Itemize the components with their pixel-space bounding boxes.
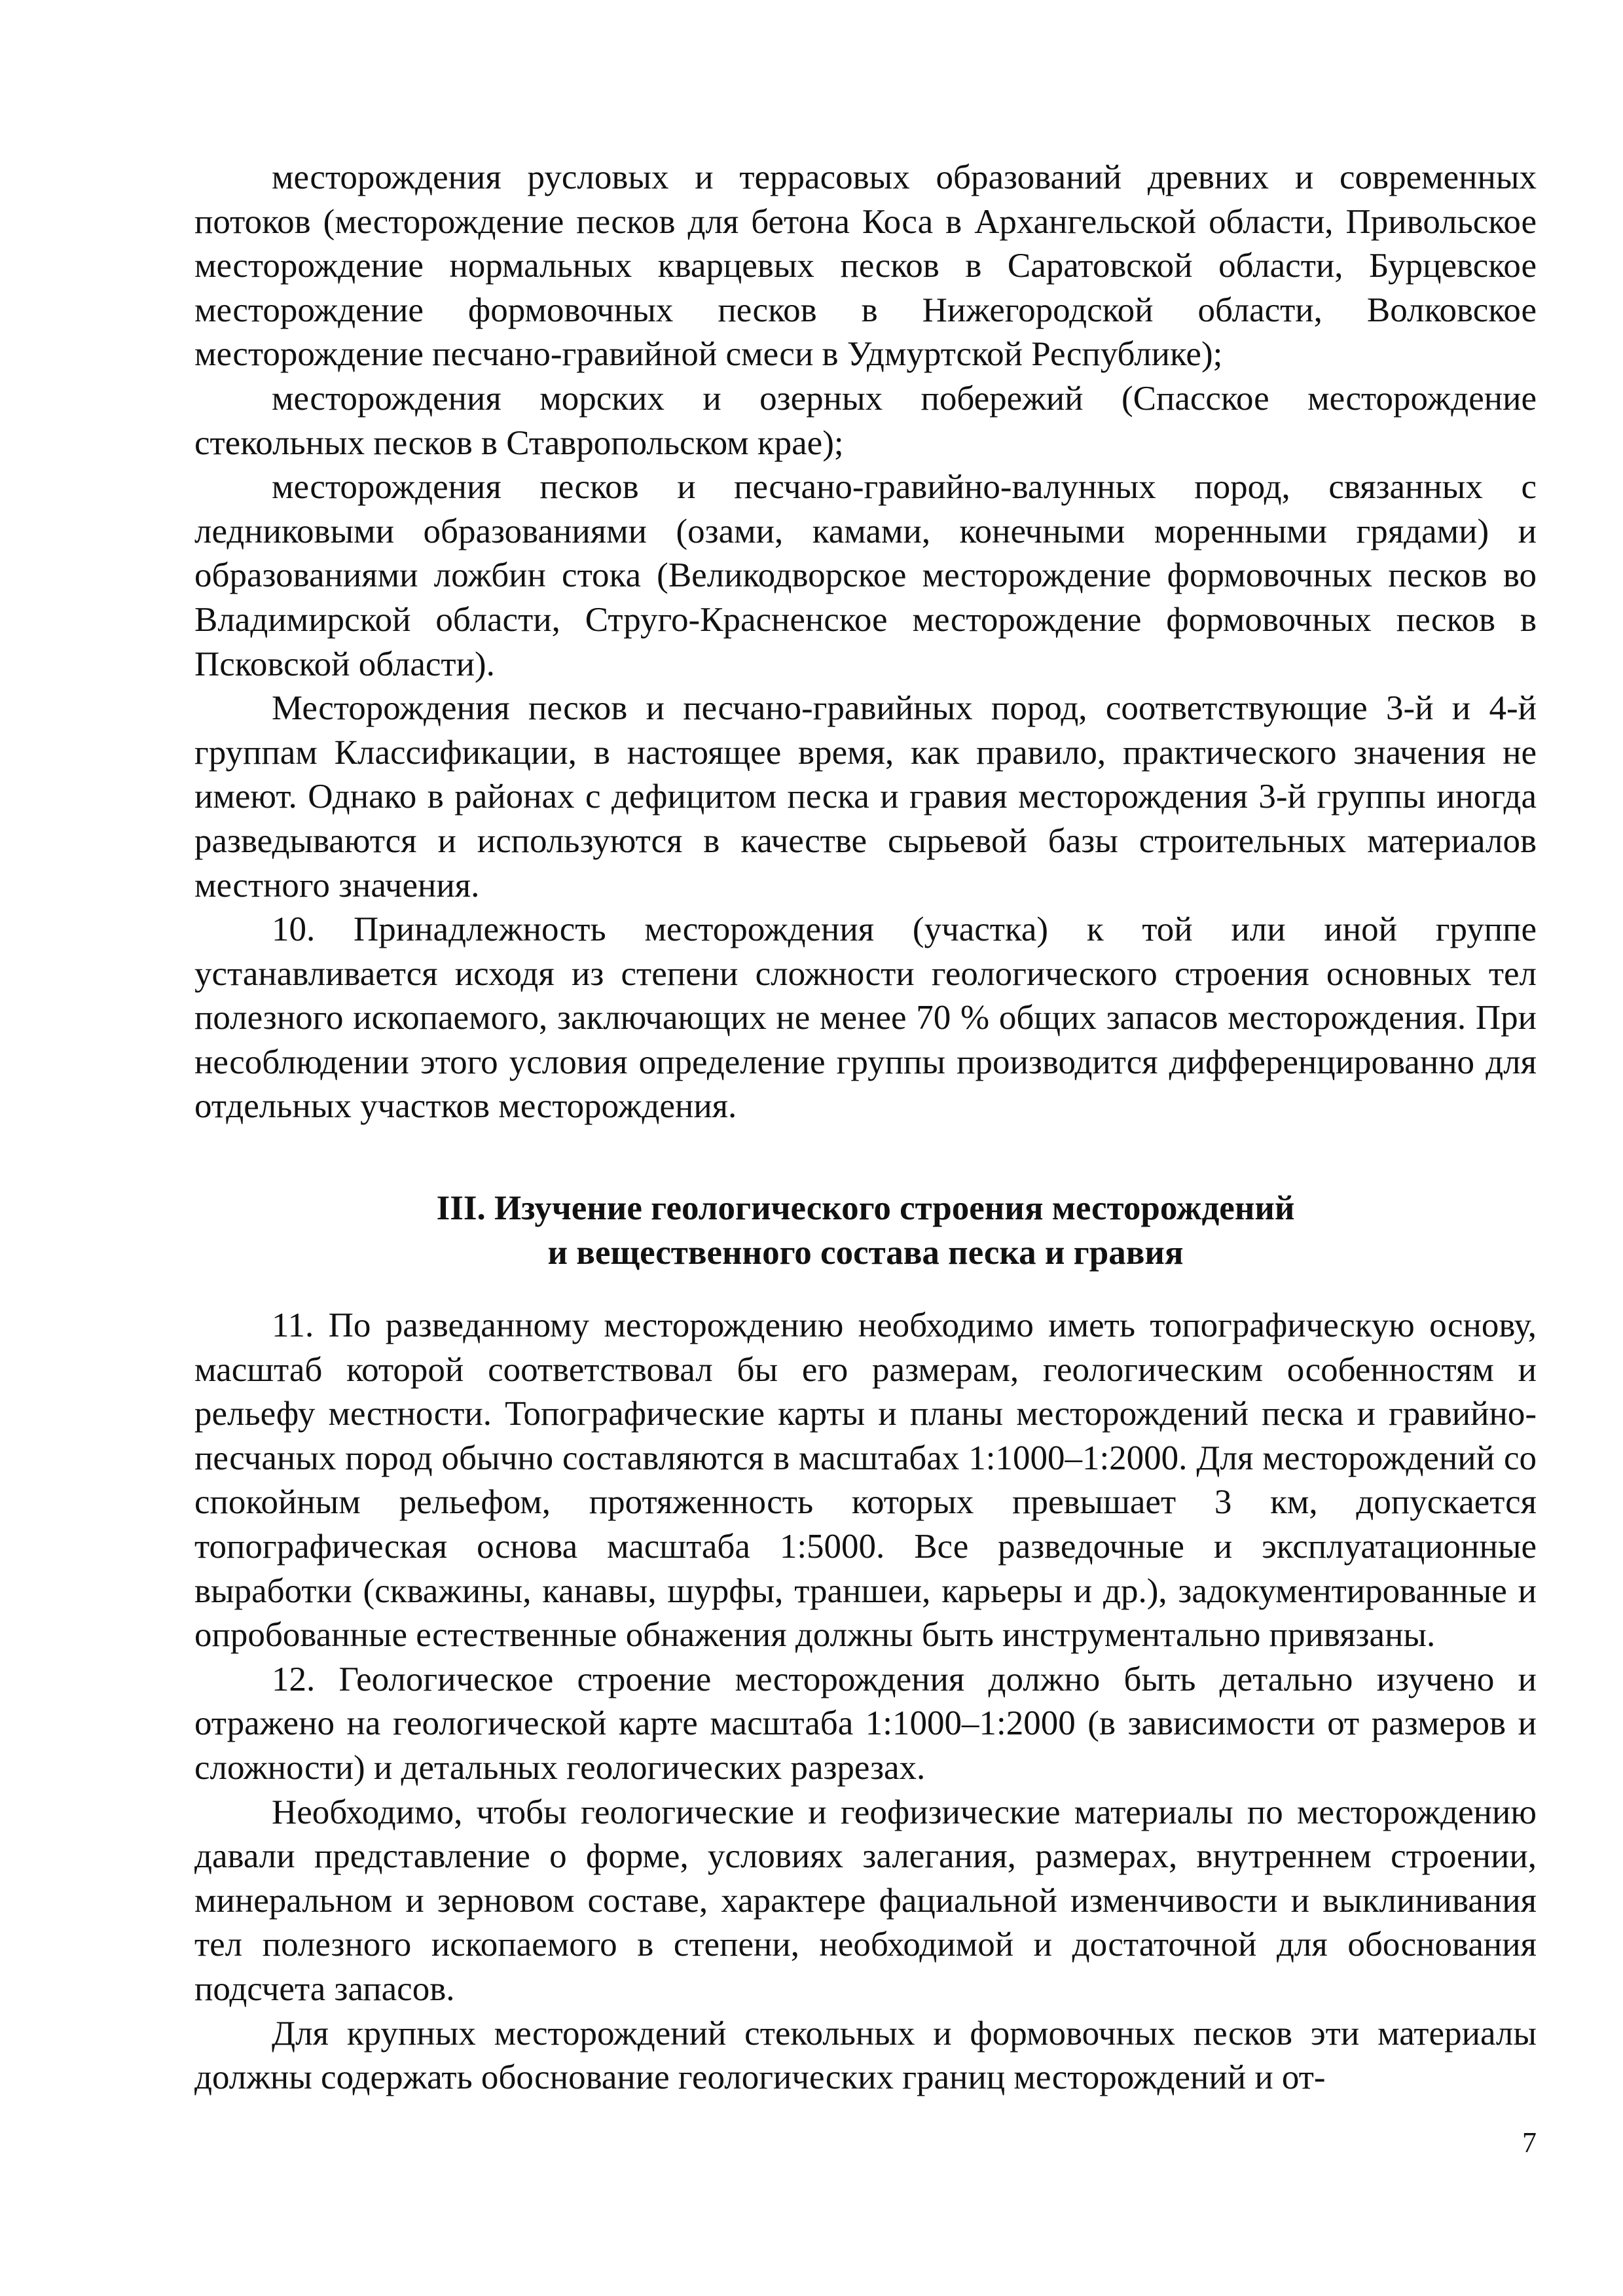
paragraph-sea-lake-deposits: месторождения морских и озерных побережий (Спасское месторождение стекольных песков в Ставропольском крае); <box>194 379 1537 462</box>
paragraph-item-12: 12. Геологическое строение месторождения должно быть детально изучено и отражено на геологической карте масштаба 1:1000–1:2000 (в зависимости от размеров и сложности) и детальных геологических разрезах. <box>194 1660 1537 1787</box>
section-heading-line-1: III. Изучение геологического строения месторождений <box>436 1189 1295 1227</box>
section-heading <box>194 1186 1537 1275</box>
body-text-bottom <box>194 1304 1537 2100</box>
paragraph-item-10: 10. Принадлежность месторождения (участка) к той или иной группе устанавливается исходя из степени сложности геологического строения основных тел полезного ископаемого, заключающих не менее 70 % общих запасов месторождения. При несоблюдении этого условия определение группы производится дифференцированно для отдельных участков месторождения. <box>194 910 1537 1126</box>
page-number: 7 <box>1522 2126 1537 2159</box>
paragraph-large-deposits: Для крупных месторождений стекольных и формовочных песков эти материалы должны содержать обоснование геологических границ месторождений и от- <box>194 2014 1537 2097</box>
paragraph-glacial-deposits: месторождения песков и песчано-гравийно-валунных пород, связанных с ледниковыми образованиями (озами, камами, конечными моренными грядами) и образованиями ложбин стока (Великодворское месторождение формовочных песков во Владимирской области, Струго-Красненское месторождение формовочных песков в Псковской области). <box>194 468 1537 683</box>
paragraph-item-11: 11. По разведанному месторождению необходимо иметь топографическую основу, масштаб которой соответствовал бы его размерам, геологическим особенностям и рельефу местности. Топографические карты и планы месторождений песка и гравийно-песчаных пород обычно составляются в масштабах 1:1000–1:2000. Для месторождений со спокойным рельефом, протяженность которых превышает 3 км, допускается топографическая основа масштаба 1:5000. Все разведочные и эксплуатационные выработки (скважины, канавы, шурфы, траншеи, карьеры и др.), задокументированные и опробованные естественные обнажения должны быть инструментально привязаны. <box>194 1306 1537 1655</box>
section-heading-line-2: и вещественного состава песка и гравия <box>547 1234 1184 1272</box>
paragraph-groups-3-4: Месторождения песков и песчано-гравийных пород, соответствующие 3-й и 4-й группам Классификации, в настоящее время, как правило, практического значения не имеют. Однако в районах с дефицитом песка и гравия месторождения 3-й группы иногда разведываются и используются в качестве сырьевой базы строительных материалов местного значения. <box>194 689 1537 905</box>
body-text-top <box>194 156 1537 1129</box>
paragraph-materials-requirements: Необходимо, чтобы геологические и геофизические материалы по месторождению давали представление о форме, условиях залегания, размерах, внутреннем строении, минеральном и зерновом составе, характере фациальной изменчивости и выклинивания тел полезного ископаемого в степени, необходимой и достаточной для обоснования подсчета запасов. <box>194 1793 1537 2008</box>
paragraph-river-terrace-deposits: месторождения русловых и террасовых образований древних и современных потоков (месторождение песков для бетона Коса в Архангельской области, Привольское месторождение нормальных кварцевых песков в Саратовской области, Бурцевское месторождение формовочных песков в Нижегородской области, Волковское месторождение песчано-гравийной смеси в Удмуртской Республике); <box>194 158 1537 374</box>
